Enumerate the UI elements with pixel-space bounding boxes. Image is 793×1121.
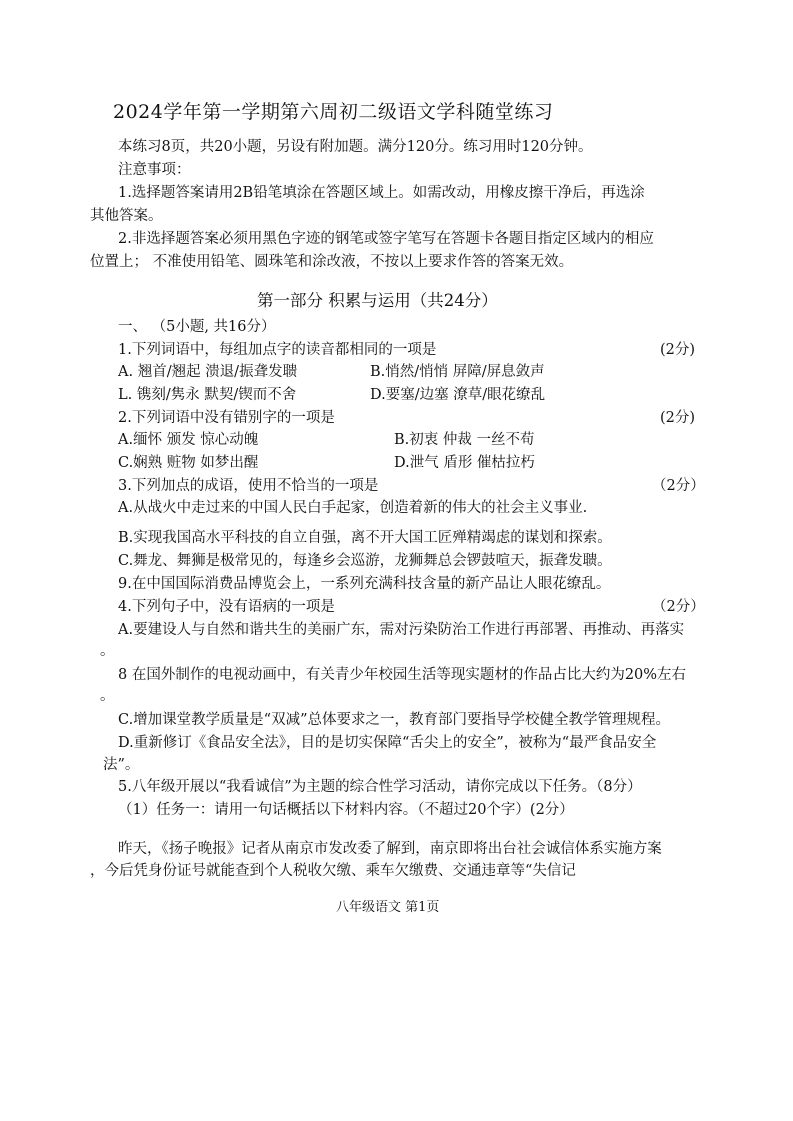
notice-heading: 注意事项： [118, 162, 191, 178]
question-1-option-a: A. 翘首/翘起 溃退/振聋发聩 [118, 364, 298, 380]
question-3-stem: 3.下列加点的成语，使用不恰当的一项是 [118, 478, 379, 494]
question-1-score: (2分) [660, 342, 696, 358]
note-2-line-1: 2.非选择题答案必须用黑色字迹的钢笔或签字笔写在答题卡各题目指定区域内的相应 [118, 231, 654, 247]
note-1-line-1: 1.选择题答案请用2B铅笔填涂在答题区域上。如需改动，用橡皮擦干净后，再选涂 [118, 185, 645, 201]
page-title: 2024学年第一学期第六周初二级语文学科随堂练习 [113, 101, 554, 123]
page-footer: 八年级语文 第1页 [336, 900, 440, 915]
question-3-score: （2分） [652, 478, 705, 494]
question-1-stem: 1.下列词语中，每组加点字的读音都相同的一项是 [118, 342, 437, 358]
note-2-line-2: 位置上； 不准使用铅笔、圆珠笔和涂改液，不按以上要求作答的答案无效。 [90, 254, 574, 270]
question-4-option-a: A.要建设人与自然和谐共生的美丽广东，需对污染防治工作进行再部署、再推动、再落实 [118, 622, 685, 638]
question-4-option-c: C.增加课堂教学质量是“双减”总体要求之一，教育部门要指导学校健全教学管理规程。 [118, 712, 671, 728]
question-4-option-b: 8 在国外制作的电视动画中，有关青少年校园生活等现实题材的作品占比大约为20%左右 [118, 667, 687, 683]
question-2-option-a: A.缅怀 颁发 惊心动魄 [118, 432, 259, 448]
question-4-stem: 4.下列句子中，没有语病的一项是 [118, 599, 335, 615]
question-5-task-1: （1）任务一：请用一句话概括以下材料内容。（不超过20个字）(2分） [118, 802, 574, 818]
question-1-option-c: L. 镌刻/隽永 默契/锲而不舍 [118, 387, 297, 403]
passage-line-1: 昨天，《扬子晚报》记者从南京市发改委了解到，南京即将出台社会诚信体系实施方案 [118, 841, 662, 857]
question-2-score: (2分) [660, 410, 696, 426]
question-1-option-b: B.悄然/悄悄 屏障/屏息敛声 [370, 364, 545, 380]
question-5-stem: 5.八年级开展以“我看诚信”为主题的综合性学习活动，请你完成以下任务。（8分） [118, 779, 642, 795]
question-3-option-a: A.从战火中走过来的中国人民白手起家，创造着新的伟大的社会主义事业. [118, 500, 588, 516]
question-4-option-a-end: 。 [100, 643, 115, 659]
section-title: 第一部分 积累与运用（共24分） [257, 291, 498, 310]
question-1-option-d: D.要塞/边塞 潦草/眼花缭乱 [370, 387, 546, 403]
intro-line: 本练习8页，共20小题，另设有附加题。满分120分。练习用时120分钟。 [118, 139, 593, 155]
question-2-option-b: B.初衷 仲裁 一丝不苟 [394, 432, 535, 448]
question-3-option-c: C.舞龙、舞狮是极常见的，每逢乡会巡游，龙狮舞总会锣鼓喧天，振聋发聩。 [118, 553, 612, 569]
passage-line-2: ，今后凭身份证号就能查到个人税收欠缴、乘车欠缴费、交通违章等“失信记 [90, 863, 576, 879]
question-4-option-d-end: 法”。 [103, 757, 140, 773]
question-2-stem: 2.下列词语中没有错别字的一项是 [118, 410, 335, 426]
question-4-option-d: D.重新修订《食品安全法》，目的是切实保障“舌尖上的安全”，被称为“最严食品安全 [118, 735, 657, 751]
question-2-option-c: C.娴熟 赃物 如梦出醒 [118, 455, 259, 471]
part-heading: 一、 （5小题, 共16分） [118, 319, 276, 335]
question-3-option-d: 9.在中国国际消费品博览会上，一系列充满科技含量的新产品让人眼花缭乱。 [118, 576, 611, 592]
question-2-option-d: D.泄气 盾形 催枯拉朽 [394, 455, 535, 471]
question-3-option-b: B.实现我国高水平科技的自立自强，离不开大国工匠殚精竭虑的谋划和探索。 [118, 530, 612, 546]
note-1-line-2: 其他答案。 [90, 208, 163, 224]
question-4-score: （2分） [652, 599, 705, 615]
question-4-option-b-end: 。 [100, 688, 115, 704]
